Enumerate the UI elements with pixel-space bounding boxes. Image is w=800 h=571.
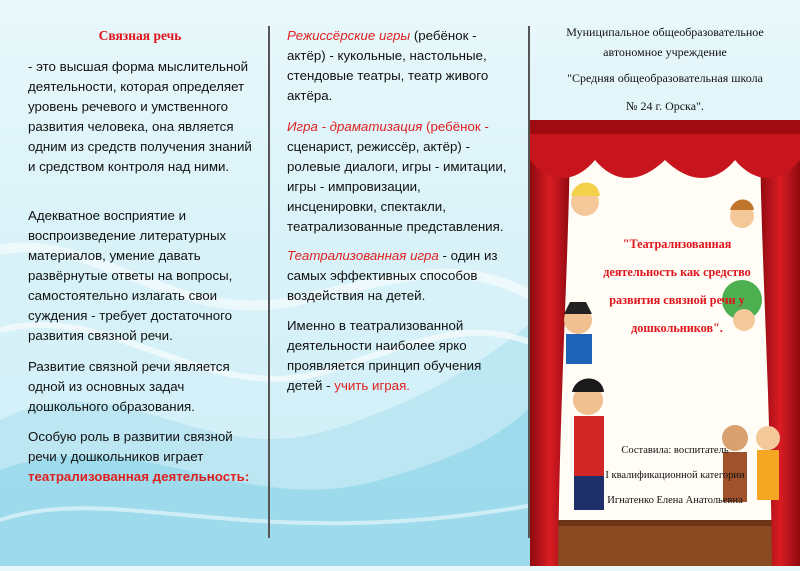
credits [570, 438, 780, 513]
role-highlight: театрализованная деятельность: [28, 469, 250, 484]
paragraph-theatrical-game [287, 246, 512, 306]
paragraph-perception: Адекватное восприятие и воспроизведение литературных материалов, умение давать развёрнутые ответы на вопросы, самостоятельно излагать свои суждения - требует достаточного развития связной речи. [28, 208, 233, 343]
term-theatrical-game: Театрализованная игра [287, 248, 439, 263]
org-line-2: автономное учреждение [603, 45, 727, 59]
paragraph-role [28, 427, 260, 487]
heading-connected-speech: Связная речь [98, 28, 182, 43]
director-games-text: (ребёнок - актёр) - кукольные, настольные, стендовые театры, театр живого актёра. [287, 28, 489, 103]
column-1 [0, 0, 268, 566]
principle-text: Именно в театрализованной деятельности наиболее ярко проявляется принцип обучения детей - [287, 318, 482, 393]
paragraph-definition: - это высшая форма мыслительной деятельности, которая определяет уровень речевого и умственного развития человека, она является одним из средств получения знаний и средством контроля над ними. [28, 59, 252, 174]
credit-line-3: Игнатенко Елена Анатольевна [607, 495, 743, 506]
org-line-1: Муниципальное общеобразовательное [566, 25, 764, 39]
dramatization-text: сценарист, режиссёр, актёр) - ролевые диалоги, игры - имитации, игры - импровизации, инсценировки, спектакли, театрализованные представления. [287, 139, 507, 234]
principle-highlight: учить играя. [334, 378, 410, 393]
paragraph-main-task: Развитие связной речи является одной из основных задач дошкольного образования. [28, 359, 230, 414]
paragraph-director-games [287, 26, 512, 106]
theater-poster [530, 120, 800, 566]
paragraph-principle [287, 316, 512, 396]
dramatization-paren: (ребёнок - [422, 119, 489, 134]
theatrical-game-text: - один из самых эффективных способов воздействия на детей. [287, 248, 498, 303]
paragraph-dramatization [287, 117, 512, 237]
brochure-title: "Театрализованная деятельность как средство развития связной речи у дошкольников". [603, 237, 751, 335]
credit-line-1: Составила: воспитатель [621, 445, 729, 456]
role-text: Особую роль в развитии связной речи у дошкольников играет [28, 429, 233, 464]
term-director-games: Режиссёрские игры [287, 28, 411, 43]
column-2 [270, 0, 528, 566]
credit-line-2: I квалификационной категории [605, 470, 745, 481]
org-line-4: № 24 г. Орска". [626, 99, 704, 113]
term-dramatization: Игра - драматизация [287, 119, 423, 134]
org-line-3: "Средняя общеобразовательная школа [567, 71, 763, 85]
